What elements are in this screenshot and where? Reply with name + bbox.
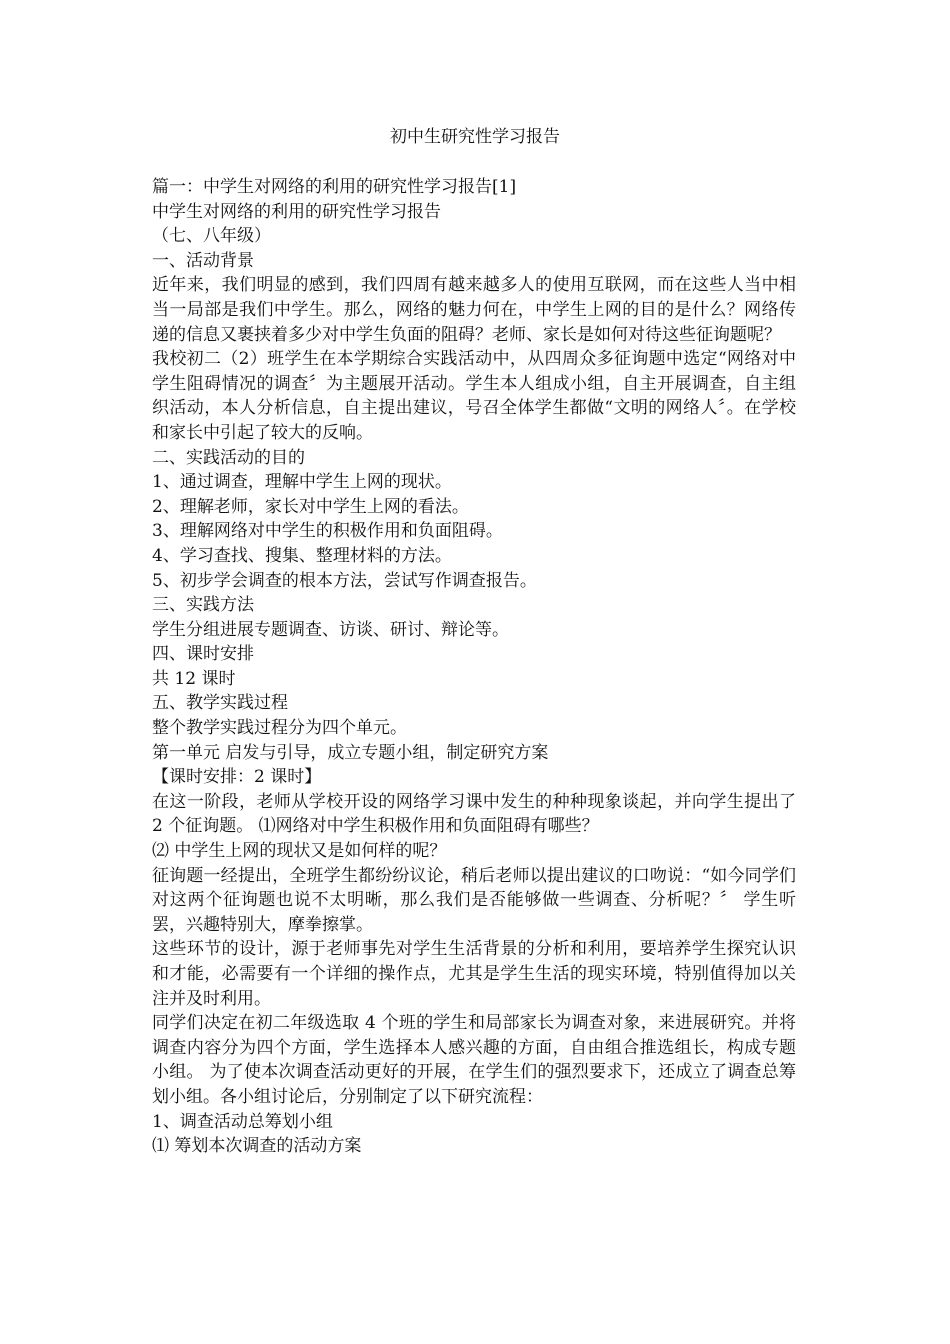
paragraph-groups: 同学们决定在初二年级选取 4 个班的学生和局部家长为调查对象，来进展研究。并将调查内容分为四个方面，学生选择本人感兴趣的方面，自由组合推选组长，构成专题小组。 为了使本次调查活动更好的开展，在学生们的强烈要求下，还成立了调查总筹划小组。各小组讨论后，分别制定了以下研究流程： (152, 1013, 796, 1107)
section-heading: 篇一：中学生对网络的利用的研究性学习报告[1] (152, 177, 517, 197)
list-item: 1、通过调查，理解中学生上网的现状。 (152, 472, 452, 493)
paragraph-stage: 在这一阶段，老师从学校开设的网络学习课中发生的种种现象谈起，并向学生提出了 2 个征询题。 ⑴网络对中学生积极作用和负面阻碍有哪些？ (152, 791, 796, 837)
paragraph-method: 学生分组进展专题调查、访谈、研讨、辩论等。 (152, 619, 509, 640)
paragraph-process: 整个教学实践过程分为四个单元。 (152, 718, 407, 739)
list-item: 1、调查活动总筹划小组 (152, 1111, 333, 1132)
unit-schedule: 【课时安排：2 课时】 (152, 767, 322, 788)
document-body (152, 175, 796, 1159)
unit-heading: 第一单元 启发与引导，成立专题小组，制定研究方案 (152, 742, 549, 763)
list-item: 4、学习查找、搜集、整理材料的方法。 (152, 545, 452, 566)
list-item: 2、理解老师，家长对中学生上网的看法。 (152, 496, 469, 517)
heading-background: 一、活动背景 (152, 250, 254, 271)
list-item: ⑴ 筹划本次调查的活动方案 (152, 1136, 362, 1157)
list-item: 3、理解网络对中学生的积极作用和负面阻碍。 (152, 521, 503, 542)
paragraph-discussion: 征询题一经提出，全班学生都纷纷议论，稍后老师以提出建议的口吻说：“如今同学们对这两个征询题也说不太明晰，那么我们是否能够做一些调查、分析呢？〞 学生听罢，兴趣特别大，摩拳擦掌。 (152, 865, 796, 935)
list-item: 5、初步学会调查的根本方法，尝试写作调查报告。 (152, 570, 537, 591)
heading-schedule: 四、课时安排 (152, 644, 254, 665)
heading-process: 五、教学实践过程 (152, 693, 288, 714)
report-title: 中学生对网络的利用的研究性学习报告 (152, 201, 441, 222)
document-title: 初中生研究性学习报告 (390, 127, 560, 147)
heading-method: 三、实践方法 (152, 595, 254, 616)
paragraph-design: 这些环节的设计，源于老师事先对学生生活背景的分析和利用，要培养学生探究认识和才能，必需要有一个详细的操作点，尤其是学生生活的现实环境，特别值得加以关注并及时利用。 (152, 939, 796, 1009)
paragraph-activity: 我校初二（2）班学生在本学期综合实践活动中，从四周众多征询题中选定“网络对中学生阻碍情况的调查〞为主题展开活动。学生本人组成小组，自主开展调查，自主组织活动，本人分析信息，自主提出建议，号召全体学生都做“文明的网络人〞。在学校和家长中引起了较大的反响。 (152, 349, 796, 443)
paragraph-schedule: 共 12 课时 (152, 668, 236, 689)
question-item: ⑵ 中学生上网的现状又是如何样的呢？ (152, 841, 447, 862)
grade-note: （七、八年级） (152, 226, 271, 247)
paragraph-background: 近年来，我们明显的感到，我们四周有越来越多人的使用互联网，而在这些人当中相当一局部是我们中学生。那么，网络的魅力何在，中学生上网的目的是什么？网络传递的信息又裹挟着多少对中学生负面的阻碍？老师、家长是如何对待这些征询题呢？ (152, 275, 796, 345)
heading-purpose: 二、实践活动的目的 (152, 447, 305, 468)
